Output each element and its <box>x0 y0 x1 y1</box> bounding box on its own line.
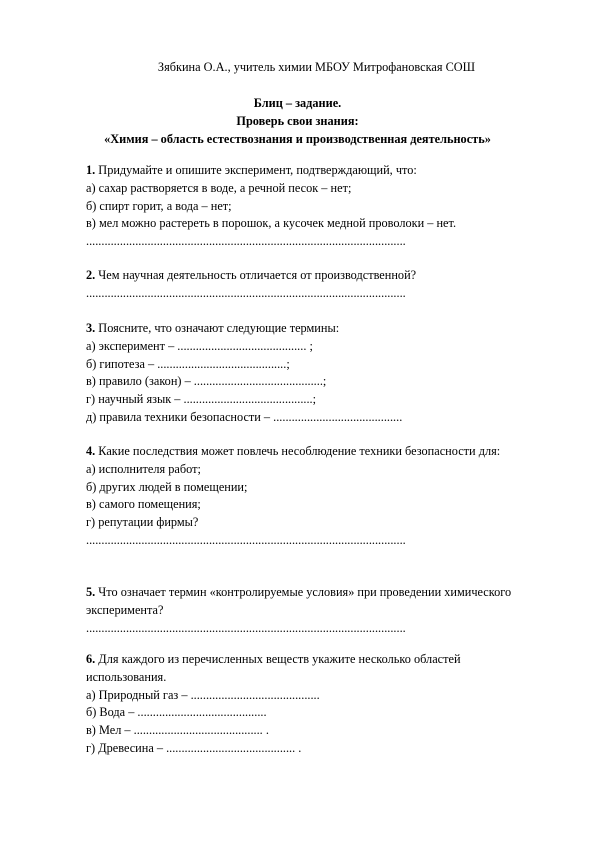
question-2-prompt <box>86 267 526 285</box>
question-6 <box>86 651 526 758</box>
question-1-item-a: а) сахар растворяется в воде, а речной песок – нет; <box>86 180 352 195</box>
question-1-item-b: б) спирт горит, а вода – нет; <box>86 198 232 213</box>
heading-subtitle: Проверь свои знания: <box>236 113 359 128</box>
answer-line: ........................................................................................................ <box>86 532 406 547</box>
question-1-item-c: в) мел можно растереть в порошок, а кусочек медной проволоки – нет. <box>86 216 457 231</box>
question-text: Что означает термин «контролируемые условия» при проведении химического эксперимента? <box>86 585 512 617</box>
question-number: 6. <box>86 652 96 666</box>
question-text: Для каждого из перечисленных веществ укажите несколько областей использования. <box>86 652 461 684</box>
question-text: Чем научная деятельность отличается от производственной? <box>95 268 417 282</box>
question-4-item-d: г) репутации фирмы? <box>86 515 199 530</box>
question-3-item-b: б) гипотеза – ..........................................; <box>86 356 290 371</box>
question-3 <box>86 320 526 427</box>
question-6-item-b: б) Вода – .......................................... <box>86 705 267 720</box>
question-3-prompt <box>86 320 526 338</box>
question-6-prompt <box>86 651 526 687</box>
question-5 <box>86 584 526 637</box>
question-3-item-d: г) научный язык – ..........................................; <box>86 392 317 407</box>
question-6-item-d: г) Древесина – .......................................... . <box>86 740 302 755</box>
heading-topic: «Химия – область естествознания и производственная деятельность» <box>104 131 491 146</box>
question-1-prompt <box>86 162 526 180</box>
question-number: 4. <box>86 444 96 458</box>
question-3-item-e: д) правила техники безопасности – .......................................... <box>86 409 403 424</box>
question-5-prompt <box>86 584 526 620</box>
question-number: 3. <box>86 321 96 335</box>
question-text: Поясните, что означают следующие термины: <box>95 321 340 335</box>
question-3-item-a: а) эксперимент – .......................................... ; <box>86 338 313 353</box>
question-text: Какие последствия может повлечь несоблюдение техники безопасности для: <box>95 444 501 458</box>
question-4-item-b: б) других людей в помещении; <box>86 479 248 494</box>
author-line: Зябкина О.А., учитель химии МБОУ Митрофановская СОШ <box>157 60 476 74</box>
worksheet-heading <box>0 95 595 148</box>
question-4-item-a: а) исполнителя работ; <box>86 461 201 476</box>
question-4-item-c: в) самого помещения; <box>86 497 201 512</box>
question-6-item-a: а) Природный газ – .......................................... <box>86 687 320 702</box>
question-2 <box>86 267 526 303</box>
question-1 <box>86 162 526 251</box>
question-text: Придумайте и опишите эксперимент, подтверждающий, что: <box>95 163 417 177</box>
question-6-item-c: в) Мел – .......................................... . <box>86 723 269 738</box>
answer-line: ........................................................................................................ <box>86 285 406 300</box>
question-number: 1. <box>86 163 96 177</box>
question-number: 5. <box>86 585 96 599</box>
answer-line: ........................................................................................................ <box>86 234 406 249</box>
question-3-item-c: в) правило (закон) – ..........................................; <box>86 374 327 389</box>
question-4-prompt <box>86 443 526 461</box>
heading-title: Блиц – задание. <box>253 96 342 110</box>
question-number: 2. <box>86 268 96 282</box>
answer-line: ........................................................................................................ <box>86 620 406 635</box>
question-4 <box>86 443 526 550</box>
